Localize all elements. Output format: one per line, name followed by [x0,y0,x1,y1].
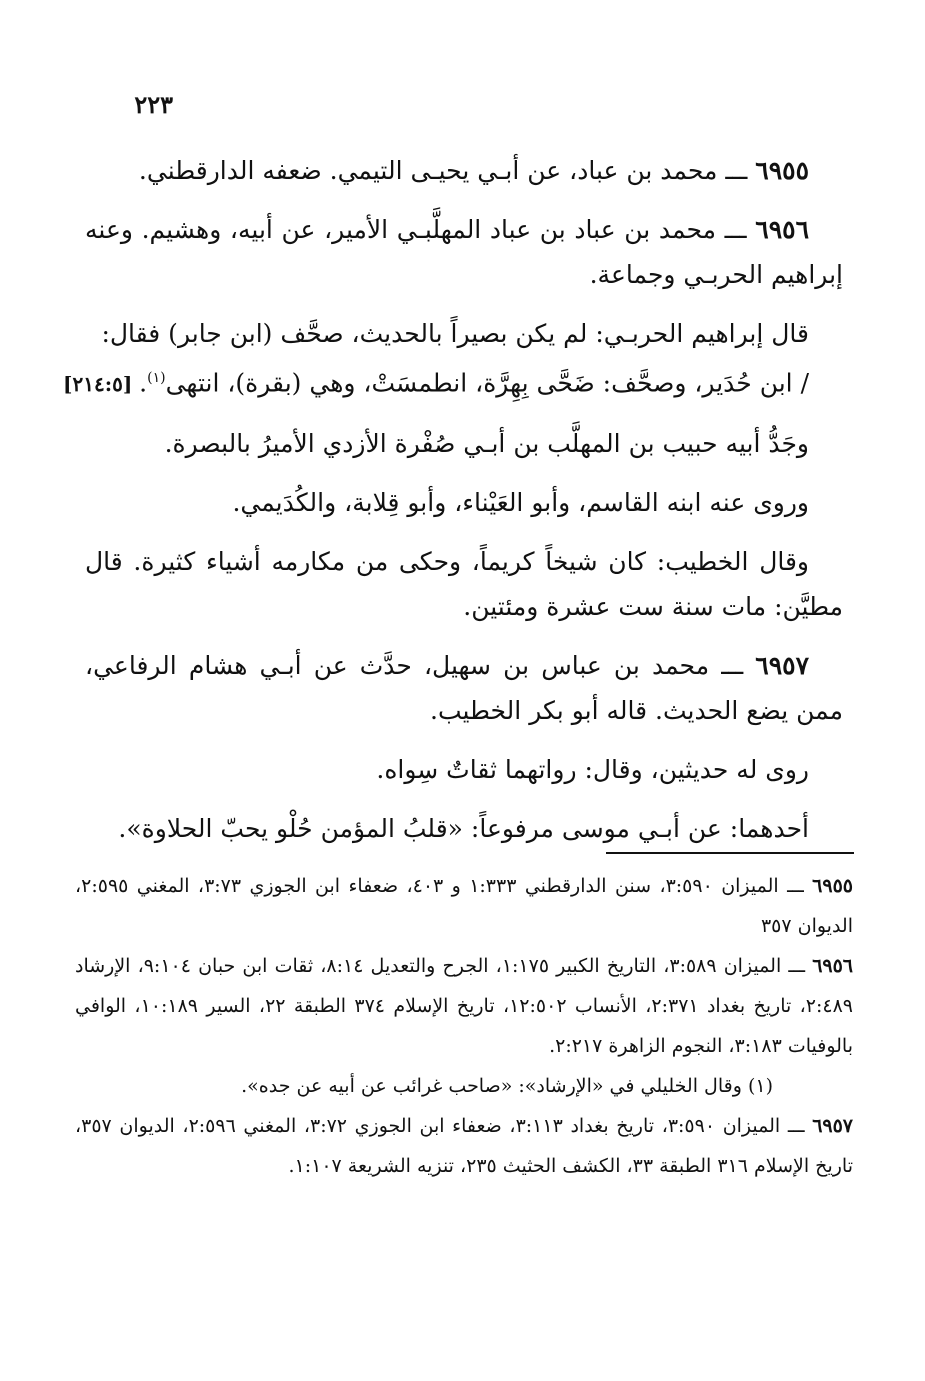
note-text: ـــ الميزان ٣:٥٩٠، سنن الدارقطني ١:٣٣٣ و ٤٠٣، ضعفاء ابن الجوزي ٣:٧٣، المغني ٢:٥٩٥، الديوان ٣٥٧ [75,875,853,937]
page-number: ٢٢٣ [134,90,173,119]
entry-6956 [85,207,843,297]
entry-text: ـــ محمد بن عباد بن عباد المهلَّبـي الأمير، عن أبيه، وهشيم. وعنه إبراهيم الحربـي وجماعة. [85,215,843,289]
entry-number: ٦٩٥٧ [755,651,809,681]
entry-6956-para-grandfather: وجَدُّ أبيه حبيب بن المهلَّب بن أبـي صُفْرة الأزدي الأميرُ بالبصرة. [164,429,809,459]
note-number: ٦٩٥٧ [812,1115,854,1137]
note-6957 [75,1106,853,1186]
entry-number: ٦٩٥٦ [755,215,810,244]
entry-6957 [85,643,843,733]
footnotes [75,866,853,1186]
entry-text: ـــ محمد بن عباد، عن أبـي يحيـى التيمي. ضعفه الدارقطني. [138,156,748,185]
footnote-mark: (١) [747,1075,773,1097]
paragraph-line-with-margin-ref: / ابن حُدَير، وصحَّف: ضَحَّى بِهِرَّة، انطمسَتْ، وهي (بقرة)، انتهى$^{(١)}$. [٢١٤:٥] [85,356,843,407]
footnote-1 [75,1066,853,1106]
note-number: ٦٩٥٥ [812,875,853,897]
footnote-separator [606,852,854,854]
margin-reference: [٢١٤:٥] [63,372,133,397]
entry-6956-para-harbi [63,311,843,407]
paragraph-text: قال إبراهيم الحربـي: لم يكن بصيراً بالحديث، صحَّف (ابن جابر) فقال: [101,319,809,348]
note-text: ـــ الميزان ٣:٥٨٩، التاريخ الكبير ١:١٧٥، الجرح والتعديل ٨:١٤، ثقات ابن حبان ٩:١٠٤، الإرشاد ٢:٤٨٩، تاريخ بغداد ٢:٣٧١، الأنساب ١٢:٥٠٢، تاريخ الإسلام ٣٧٤ الطبقة ٢٢، السير ١٠:١٨٩، الوافي بالوفيات ٣:١٨٣، النجوم الزاهرة ٢:٢١٧. [75,955,853,1057]
entry-6956-para-khatib: وقال الخطيب: كان شيخاً كريماً، وحكى من مكارمه أشياء كثيرة. قال مطيَّن: مات سنة ست عشرة ومئتين. [85,547,843,622]
footnote-mark: (١) [147,370,166,386]
entry-6955 [85,148,843,193]
entry-6957-para-hadith: روى له حديثين، وقال: رواتهما ثقاتٌ سِواه. [376,755,809,785]
paragraph-text: / ابن حُدَير، وصحَّف: ضَحَّى بِهِرَّة، انطمسَتْ، وهي (بقرة)، انتهى [165,368,809,398]
note-text: ـــ الميزان ٣:٥٩٠، تاريخ بغداد ٣:١١٣، ضعفاء ابن الجوزي ٣:٧٢، المغني ٢:٥٩٦، الديوان ٣٥٧، تاريخ الإسلام ٣١٦ الطبقة ٣٣، الكشف الحثيث ٢٣٥، تنزيه الشريعة ١:١٠٧. [75,1115,853,1177]
note-6955 [75,866,853,946]
main-text [63,148,843,865]
entry-text: ـــ محمد بن عباس بن سهيل، حدَّث عن أبـي هشام الرفاعي، ممن يضع الحديث. قاله أبو بكر الخطيب. [85,651,843,726]
footnote-text: وقال الخليلي في «الإرشاد»: «صاحب غرائب عن أبيه عن جده». [241,1075,742,1097]
note-number: ٦٩٥٦ [812,955,854,977]
entry-6956-para-narrators: وروى عنه ابنه القاسم، وأبو العَيْناء، وأبو قِلابة، والكُدَيمي. [232,488,809,518]
note-6956 [75,946,853,1066]
entry-6957-para-one: أحدهما: عن أبـي موسى مرفوعاً: «قلبُ المؤمن حُلْو يحبّ الحلاوة». [118,814,809,844]
entry-number: ٦٩٥٥ [755,156,809,185]
